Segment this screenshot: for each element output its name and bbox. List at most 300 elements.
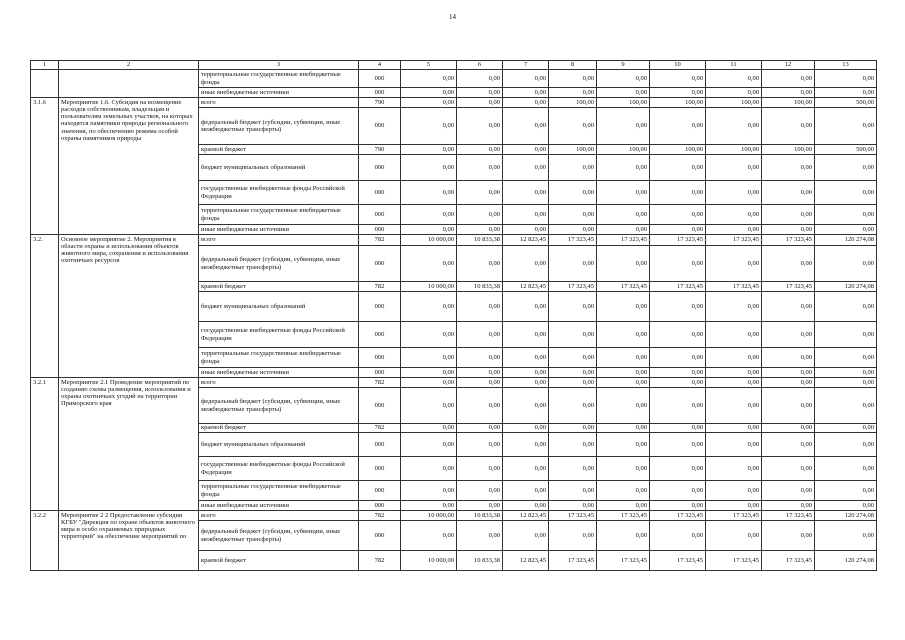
funding-source: федеральный бюджет (субсидии, субвенции, иные межбюджетные трансферты) (199, 388, 359, 424)
amount-cell: 0,00 (549, 205, 597, 225)
amount-cell: 0,00 (401, 388, 457, 424)
amount-cell: 17 323,45 (597, 551, 650, 571)
amount-cell: 0,00 (706, 322, 762, 348)
amount-cell: 0,00 (650, 378, 706, 388)
amount-cell: 17 323,45 (549, 282, 597, 292)
amount-cell: 0,00 (549, 108, 597, 145)
amount-cell: 100,00 (650, 98, 706, 108)
amount-cell: 0,00 (503, 205, 549, 225)
column-number: 11 (706, 61, 762, 70)
amount-cell: 0,00 (503, 145, 549, 155)
page-number: 14 (449, 13, 456, 21)
amount-cell: 0,00 (457, 481, 503, 501)
amount-cell: 0,00 (706, 521, 762, 551)
amount-cell: 17 323,45 (706, 282, 762, 292)
amount-cell: 0,00 (650, 481, 706, 501)
amount-cell: 0,00 (706, 433, 762, 457)
amount-cell: 0,00 (549, 155, 597, 181)
amount-cell: 17 323,45 (549, 551, 597, 571)
amount-cell: 0,00 (503, 322, 549, 348)
table-row (31, 235, 877, 246)
amount-cell: 0,00 (706, 225, 762, 235)
amount-cell: 0,00 (401, 368, 457, 378)
amount-cell: 500,00 (815, 98, 877, 108)
amount-cell: 100,00 (650, 145, 706, 155)
funding-source: иные внебюджетные источники (199, 368, 359, 378)
amount-cell: 10 833,38 (457, 235, 503, 246)
amount-cell: 0,00 (503, 457, 549, 481)
funding-source: территориальные государственные внебюджетные фонды (199, 70, 359, 88)
amount-cell: 0,00 (815, 88, 877, 98)
amount-cell: 0,00 (706, 88, 762, 98)
amount-cell: 0,00 (597, 424, 650, 433)
amount-cell: 500,00 (815, 145, 877, 155)
amount-cell: 12 823,45 (503, 282, 549, 292)
amount-cell: 0,00 (815, 501, 877, 511)
funding-source: краевой бюджет (199, 145, 359, 155)
amount-cell: 0,00 (597, 368, 650, 378)
amount-cell: 17 323,45 (549, 235, 597, 246)
amount-cell: 0,00 (762, 388, 815, 424)
column-number: 6 (457, 61, 503, 70)
amount-cell: 0,00 (457, 246, 503, 282)
amount-cell: 17 323,45 (762, 511, 815, 521)
amount-cell: 0,00 (457, 322, 503, 348)
column-number: 12 (762, 61, 815, 70)
amount-cell: 0,00 (706, 246, 762, 282)
amount-cell: 120 274,08 (815, 511, 877, 521)
amount-cell: 0,00 (706, 368, 762, 378)
column-number: 5 (401, 61, 457, 70)
amount-cell: 12 823,45 (503, 235, 549, 246)
amount-cell: 17 323,45 (597, 235, 650, 246)
amount-cell: 0,00 (503, 368, 549, 378)
amount-cell: 10 833,38 (457, 282, 503, 292)
budget-code: 000 (359, 108, 401, 145)
amount-cell: 0,00 (401, 457, 457, 481)
amount-cell: 0,00 (503, 70, 549, 88)
amount-cell: 0,00 (762, 424, 815, 433)
amount-cell: 12 823,45 (503, 511, 549, 521)
amount-cell: 0,00 (549, 322, 597, 348)
amount-cell: 0,00 (650, 181, 706, 205)
amount-cell: 0,00 (597, 348, 650, 368)
amount-cell: 17 323,45 (762, 235, 815, 246)
amount-cell: 0,00 (650, 424, 706, 433)
amount-cell: 100,00 (597, 98, 650, 108)
amount-cell: 0,00 (706, 181, 762, 205)
amount-cell: 0,00 (597, 501, 650, 511)
amount-cell: 0,00 (597, 205, 650, 225)
amount-cell: 0,00 (815, 225, 877, 235)
amount-cell: 0,00 (503, 246, 549, 282)
amount-cell: 0,00 (457, 457, 503, 481)
amount-cell: 0,00 (401, 348, 457, 368)
amount-cell: 0,00 (549, 424, 597, 433)
amount-cell: 0,00 (650, 205, 706, 225)
amount-cell: 0,00 (401, 501, 457, 511)
item-name: Мероприятие 2 2 Предоставление субсидии КГБУ "Дирекция по охране объектов животного мира и особо охраняемых природных территорий" на обеспечение мероприятий по (59, 511, 199, 571)
amount-cell: 0,00 (549, 348, 597, 368)
funding-source: иные внебюджетные источники (199, 501, 359, 511)
amount-cell: 0,00 (457, 388, 503, 424)
amount-cell: 0,00 (457, 145, 503, 155)
budget-code: 000 (359, 388, 401, 424)
amount-cell: 0,00 (597, 155, 650, 181)
amount-cell: 0,00 (650, 433, 706, 457)
budget-code: 000 (359, 88, 401, 98)
amount-cell: 0,00 (597, 388, 650, 424)
funding-source: территориальные государственные внебюджетные фонды (199, 481, 359, 501)
budget-code: 000 (359, 181, 401, 205)
amount-cell: 0,00 (706, 205, 762, 225)
funding-source: всего (199, 98, 359, 108)
amount-cell: 0,00 (815, 521, 877, 551)
amount-cell: 0,00 (762, 155, 815, 181)
amount-cell: 0,00 (597, 88, 650, 98)
amount-cell: 0,00 (762, 521, 815, 551)
amount-cell: 0,00 (503, 481, 549, 501)
column-number: 8 (549, 61, 597, 70)
amount-cell: 0,00 (503, 388, 549, 424)
funding-source: территориальные государственные внебюджетные фонды (199, 348, 359, 368)
amount-cell: 0,00 (597, 433, 650, 457)
amount-cell: 0,00 (457, 368, 503, 378)
amount-cell: 0,00 (503, 88, 549, 98)
amount-cell: 0,00 (597, 181, 650, 205)
amount-cell: 0,00 (401, 378, 457, 388)
amount-cell: 17 323,45 (549, 511, 597, 521)
amount-cell: 0,00 (597, 457, 650, 481)
amount-cell: 0,00 (706, 424, 762, 433)
column-number: 9 (597, 61, 650, 70)
amount-cell: 0,00 (815, 388, 877, 424)
item-number (31, 70, 59, 98)
amount-cell: 17 323,45 (650, 551, 706, 571)
amount-cell: 0,00 (706, 292, 762, 322)
amount-cell: 0,00 (503, 155, 549, 181)
amount-cell: 0,00 (597, 70, 650, 88)
amount-cell: 0,00 (650, 501, 706, 511)
amount-cell: 0,00 (401, 181, 457, 205)
amount-cell: 0,00 (815, 70, 877, 88)
budget-code: 790 (359, 98, 401, 108)
amount-cell: 0,00 (457, 348, 503, 368)
amount-cell: 0,00 (503, 378, 549, 388)
item-name: Мероприятие 2.1 Проведение мероприятий по созданию схемы размещения, использования и охраны охотничьих угодий на территории Приморского края (59, 378, 199, 511)
amount-cell: 0,00 (457, 98, 503, 108)
budget-code: 782 (359, 235, 401, 246)
amount-cell: 0,00 (401, 424, 457, 433)
amount-cell: 0,00 (762, 225, 815, 235)
amount-cell: 0,00 (401, 205, 457, 225)
amount-cell: 10 833,38 (457, 551, 503, 571)
amount-cell: 0,00 (401, 70, 457, 88)
item-name: Основное мероприятие 2. Мероприятия в области охраны и использования объектов животного мира, сохранения и использования охотничьих ресурсов (59, 235, 199, 378)
funding-source: федеральный бюджет (субсидии, субвенции, иные межбюджетные трансферты) (199, 521, 359, 551)
amount-cell: 0,00 (762, 108, 815, 145)
amount-cell: 0,00 (706, 501, 762, 511)
budget-code: 000 (359, 481, 401, 501)
amount-cell: 0,00 (762, 457, 815, 481)
amount-cell: 0,00 (815, 246, 877, 282)
budget-code: 000 (359, 322, 401, 348)
amount-cell: 100,00 (597, 145, 650, 155)
amount-cell: 0,00 (815, 322, 877, 348)
table-row (31, 511, 877, 521)
amount-cell: 0,00 (549, 457, 597, 481)
amount-cell: 0,00 (762, 501, 815, 511)
amount-cell: 0,00 (597, 246, 650, 282)
funding-source: федеральный бюджет (субсидии, субвенции, иные межбюджетные трансферты) (199, 246, 359, 282)
amount-cell: 0,00 (706, 481, 762, 501)
amount-cell: 0,00 (650, 322, 706, 348)
amount-cell: 0,00 (815, 481, 877, 501)
amount-cell: 120 274,08 (815, 551, 877, 571)
amount-cell: 0,00 (597, 521, 650, 551)
item-number: 3.2.2 (31, 511, 59, 571)
funding-source: всего (199, 378, 359, 388)
amount-cell: 10 000,00 (401, 511, 457, 521)
amount-cell: 0,00 (457, 181, 503, 205)
amount-cell: 0,00 (503, 348, 549, 368)
amount-cell: 0,00 (549, 181, 597, 205)
amount-cell: 0,00 (401, 322, 457, 348)
budget-code: 782 (359, 511, 401, 521)
amount-cell: 0,00 (401, 433, 457, 457)
item-number: 3.2. (31, 235, 59, 378)
amount-cell: 0,00 (650, 348, 706, 368)
amount-cell: 0,00 (549, 246, 597, 282)
amount-cell: 0,00 (457, 108, 503, 145)
budget-code: 000 (359, 457, 401, 481)
amount-cell: 0,00 (815, 378, 877, 388)
funding-source: бюджет муниципальных образований (199, 155, 359, 181)
amount-cell: 0,00 (549, 70, 597, 88)
budget-code: 790 (359, 145, 401, 155)
column-number: 10 (650, 61, 706, 70)
column-number: 4 (359, 61, 401, 70)
amount-cell: 100,00 (762, 98, 815, 108)
amount-cell: 0,00 (597, 108, 650, 145)
funding-source: территориальные государственные внебюджетные фонды (199, 205, 359, 225)
funding-source: краевой бюджет (199, 551, 359, 571)
funding-source: иные внебюджетные источники (199, 225, 359, 235)
budget-code: 000 (359, 70, 401, 88)
amount-cell: 0,00 (597, 481, 650, 501)
amount-cell: 10 000,00 (401, 282, 457, 292)
amount-cell: 17 323,45 (650, 282, 706, 292)
amount-cell: 0,00 (503, 433, 549, 457)
amount-cell: 0,00 (401, 145, 457, 155)
amount-cell: 0,00 (650, 292, 706, 322)
amount-cell: 0,00 (815, 348, 877, 368)
amount-cell: 0,00 (549, 481, 597, 501)
amount-cell: 17 323,45 (762, 551, 815, 571)
amount-cell: 0,00 (706, 378, 762, 388)
amount-cell: 17 323,45 (706, 551, 762, 571)
amount-cell: 0,00 (815, 433, 877, 457)
amount-cell: 0,00 (457, 205, 503, 225)
amount-cell: 100,00 (762, 145, 815, 155)
amount-cell: 120 274,08 (815, 235, 877, 246)
amount-cell: 0,00 (762, 378, 815, 388)
amount-cell: 0,00 (549, 433, 597, 457)
budget-code: 000 (359, 246, 401, 282)
amount-cell: 0,00 (597, 292, 650, 322)
budget-code: 000 (359, 292, 401, 322)
amount-cell: 0,00 (650, 246, 706, 282)
amount-cell: 0,00 (401, 155, 457, 181)
amount-cell: 0,00 (503, 98, 549, 108)
amount-cell: 0,00 (762, 205, 815, 225)
budget-code: 000 (359, 205, 401, 225)
amount-cell: 17 323,45 (762, 282, 815, 292)
budget-code: 000 (359, 433, 401, 457)
amount-cell: 0,00 (762, 292, 815, 322)
amount-cell: 0,00 (650, 70, 706, 88)
amount-cell: 0,00 (549, 521, 597, 551)
amount-cell: 0,00 (401, 292, 457, 322)
amount-cell: 10 000,00 (401, 551, 457, 571)
amount-cell: 0,00 (762, 181, 815, 205)
amount-cell: 0,00 (815, 181, 877, 205)
funding-source: федеральный бюджет (субсидии, субвенции, иные межбюджетные трансферты) (199, 108, 359, 145)
amount-cell: 0,00 (457, 501, 503, 511)
amount-cell: 0,00 (815, 368, 877, 378)
amount-cell: 0,00 (549, 292, 597, 322)
amount-cell: 0,00 (457, 433, 503, 457)
amount-cell: 0,00 (706, 348, 762, 368)
table-row (31, 70, 877, 88)
budget-code: 000 (359, 521, 401, 551)
amount-cell: 17 323,45 (706, 235, 762, 246)
amount-cell: 0,00 (401, 521, 457, 551)
amount-cell: 0,00 (549, 225, 597, 235)
amount-cell: 0,00 (762, 246, 815, 282)
amount-cell: 0,00 (650, 521, 706, 551)
column-number: 13 (815, 61, 877, 70)
funding-source: всего (199, 235, 359, 246)
amount-cell: 0,00 (650, 108, 706, 145)
amount-cell: 0,00 (503, 292, 549, 322)
amount-cell: 0,00 (650, 388, 706, 424)
amount-cell: 0,00 (597, 225, 650, 235)
amount-cell: 0,00 (401, 246, 457, 282)
amount-cell: 0,00 (457, 424, 503, 433)
amount-cell: 0,00 (762, 88, 815, 98)
funding-source: иные внебюджетные источники (199, 88, 359, 98)
amount-cell: 0,00 (706, 388, 762, 424)
table-row (31, 98, 877, 108)
item-name (59, 70, 199, 98)
amount-cell: 0,00 (549, 388, 597, 424)
amount-cell: 0,00 (457, 378, 503, 388)
amount-cell: 0,00 (762, 368, 815, 378)
budget-code: 782 (359, 424, 401, 433)
amount-cell: 0,00 (650, 155, 706, 181)
amount-cell: 10 833,38 (457, 511, 503, 521)
funding-source: государственные внебюджетные фонды Российской Федерации (199, 457, 359, 481)
amount-cell: 0,00 (762, 348, 815, 368)
amount-cell: 100,00 (706, 145, 762, 155)
amount-cell: 0,00 (457, 225, 503, 235)
column-number: 3 (199, 61, 359, 70)
amount-cell: 0,00 (457, 70, 503, 88)
amount-cell: 0,00 (650, 368, 706, 378)
amount-cell: 0,00 (815, 292, 877, 322)
amount-cell: 0,00 (762, 70, 815, 88)
funding-source: всего (199, 511, 359, 521)
amount-cell: 0,00 (503, 521, 549, 551)
amount-cell: 0,00 (549, 368, 597, 378)
column-number: 7 (503, 61, 549, 70)
amount-cell: 0,00 (401, 108, 457, 145)
funding-source: бюджет муниципальных образований (199, 292, 359, 322)
amount-cell: 17 323,45 (706, 511, 762, 521)
amount-cell: 0,00 (549, 88, 597, 98)
amount-cell: 0,00 (457, 521, 503, 551)
amount-cell: 0,00 (549, 378, 597, 388)
amount-cell: 0,00 (597, 322, 650, 348)
amount-cell: 17 323,45 (650, 511, 706, 521)
funding-source: краевой бюджет (199, 424, 359, 433)
funding-source: государственные внебюджетные фонды Российской Федерации (199, 181, 359, 205)
amount-cell: 100,00 (549, 145, 597, 155)
item-name: Мероприятие 1.6. Субсидия на возмещение расходов собственникам, владельцам и пользователям земельных участков, на которых находятся памятники природы регионального значения, по обеспечению режима особой охраны памятников природы (59, 98, 199, 235)
amount-cell: 17 323,45 (650, 235, 706, 246)
amount-cell: 0,00 (815, 155, 877, 181)
amount-cell: 0,00 (457, 88, 503, 98)
amount-cell: 0,00 (650, 457, 706, 481)
amount-cell: 0,00 (457, 155, 503, 181)
amount-cell: 0,00 (706, 70, 762, 88)
amount-cell: 0,00 (401, 88, 457, 98)
amount-cell: 0,00 (815, 457, 877, 481)
budget-code: 782 (359, 551, 401, 571)
budget-code: 000 (359, 348, 401, 368)
amount-cell: 0,00 (597, 378, 650, 388)
amount-cell: 0,00 (762, 322, 815, 348)
amount-cell: 0,00 (503, 108, 549, 145)
amount-cell: 0,00 (706, 457, 762, 481)
amount-cell: 0,00 (706, 108, 762, 145)
amount-cell: 0,00 (549, 501, 597, 511)
budget-code: 000 (359, 501, 401, 511)
amount-cell: 0,00 (815, 424, 877, 433)
amount-cell: 0,00 (762, 481, 815, 501)
amount-cell: 100,00 (549, 98, 597, 108)
funding-source: бюджет муниципальных образований (199, 433, 359, 457)
amount-cell: 17 323,45 (597, 282, 650, 292)
amount-cell: 0,00 (401, 225, 457, 235)
amount-cell: 0,00 (815, 205, 877, 225)
amount-cell: 0,00 (815, 108, 877, 145)
amount-cell: 12 823,45 (503, 551, 549, 571)
amount-cell: 10 000,00 (401, 235, 457, 246)
budget-code: 782 (359, 378, 401, 388)
amount-cell: 0,00 (650, 225, 706, 235)
amount-cell: 0,00 (503, 501, 549, 511)
amount-cell: 17 323,45 (597, 511, 650, 521)
budget-code: 000 (359, 368, 401, 378)
column-number: 1 (31, 61, 59, 70)
amount-cell: 0,00 (457, 292, 503, 322)
amount-cell: 0,00 (650, 88, 706, 98)
funding-source: краевой бюджет (199, 282, 359, 292)
item-number: 3.1.6 (31, 98, 59, 235)
amount-cell: 0,00 (706, 155, 762, 181)
